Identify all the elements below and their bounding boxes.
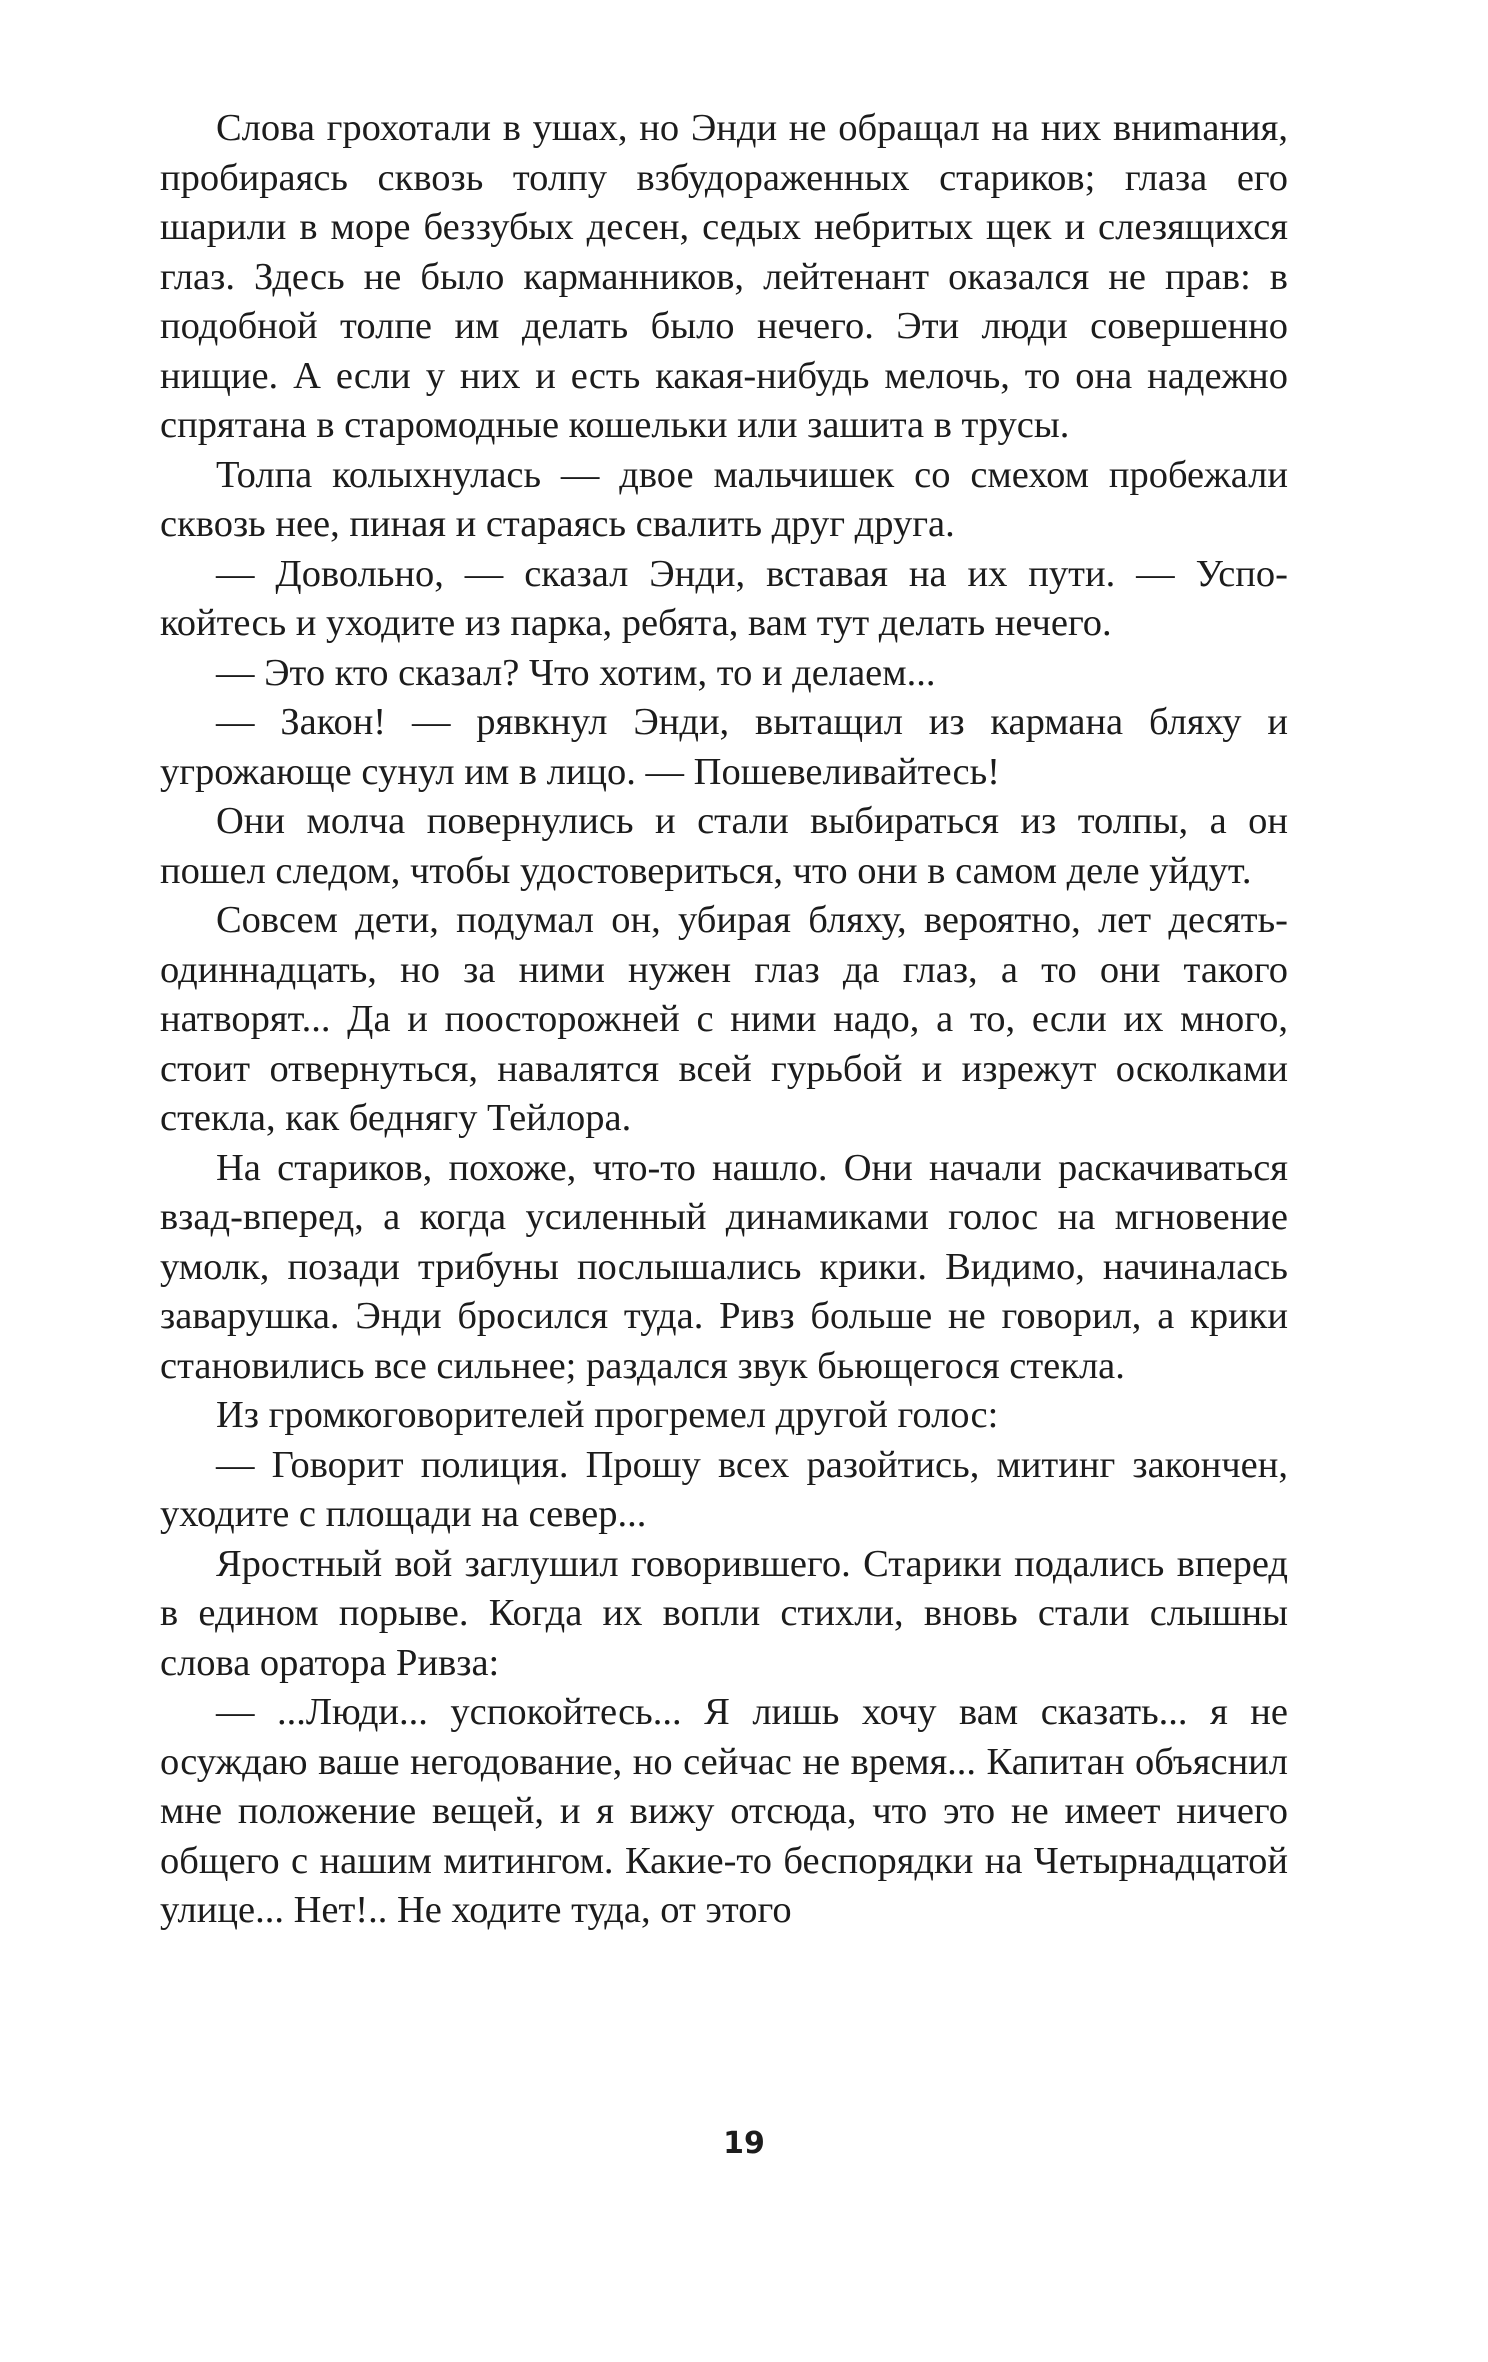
paragraph: Совсем дети, подумал он, убирая бляху, вероятно, лет десять-одиннадцать, но за ними нужен глаз да глаз, а то они такого натворят... Да и поосторожней с ними надо, а то, если их много, стоит отвернуться, навалятся всей гурьбой и изрежут осколками стекла, как беднягу Тейлора. — [160, 899, 1288, 1139]
paragraph: — Говорит полиция. Прошу всех разойтись, митинг закончен, уходите с площади на север... — [160, 1443, 1288, 1535]
paragraph: — ...Люди... успокойтесь... Я лишь хочу вам сказать... я не осуждаю ваше негодование, но сейчас не время... Капитан объяснил мне положение вещей, и я вижу отсюда, что это не имеет ничего общего с нашим митингом. Какие-то беспорядки на Четырнадцатой улице... Нет!.. Не ходите туда, от этого — [160, 1691, 1288, 1931]
paragraph: Яростный вой заглушил говорившего. Старики подались вперед в едином порыве. Когда их вопли стихли, вновь стали слышны слова оратора Ривза: — [160, 1542, 1288, 1684]
page-number: 19 — [723, 2126, 765, 2161]
paragraph: Толпа колыхнулась — двое мальчишек со смехом пробежали сквозь нее, пиная и стараясь свалить друг друга. — [160, 453, 1288, 545]
paragraph: — Это кто сказал? Что хотим, то и делаем... — [216, 651, 936, 694]
paragraph: Они молча повернулись и стали выбираться из толпы, а он пошел следом, чтобы удостовериться, что они в самом деле уйдут. — [160, 800, 1288, 892]
paragraph: — Закон! — рявкнул Энди, вытащил из кармана бляху и угрожающе сунул им в лицо. — Пошевеливайтесь! — [160, 701, 1288, 793]
body-text — [160, 104, 1288, 1936]
paragraph: — Довольно, — сказал Энди, вставая на их пути. — Успокойтесь и уходите из парка, ребята, вам тут делать нечего. — [160, 552, 1288, 644]
paragraph: На стариков, похоже, что-то нашло. Они начали раскачиваться взад-вперед, а когда усиленный динамиками голос на мгновение умолк, позади трибуны послышались крики. Видимо, начиналась заварушка. Энди бросился туда. Ривз больше не говорил, а крики становились все сильнее; раздался звук бьющегося стекла. — [160, 1146, 1288, 1387]
paragraph: Из громкоговорителей прогремел другой голос: — [216, 1394, 999, 1436]
paragraph: Слова грохотали в ушах, но Энди не обращал на них вниmания, пробираясь сквозь толпу взбудораженных стариков; глаза его шарили в море беззубых десен, седых небритых щек и слезящихся глаз. Здесь не было карманников, лейтенант оказался не прав: в подобной толпе им делать было нечего. Эти люди совершенно нищие. А если у них и есть какая-нибудь мелочь, то она надежно спрятана в старомодные кошельки или зашита в трусы. — [160, 107, 1288, 446]
